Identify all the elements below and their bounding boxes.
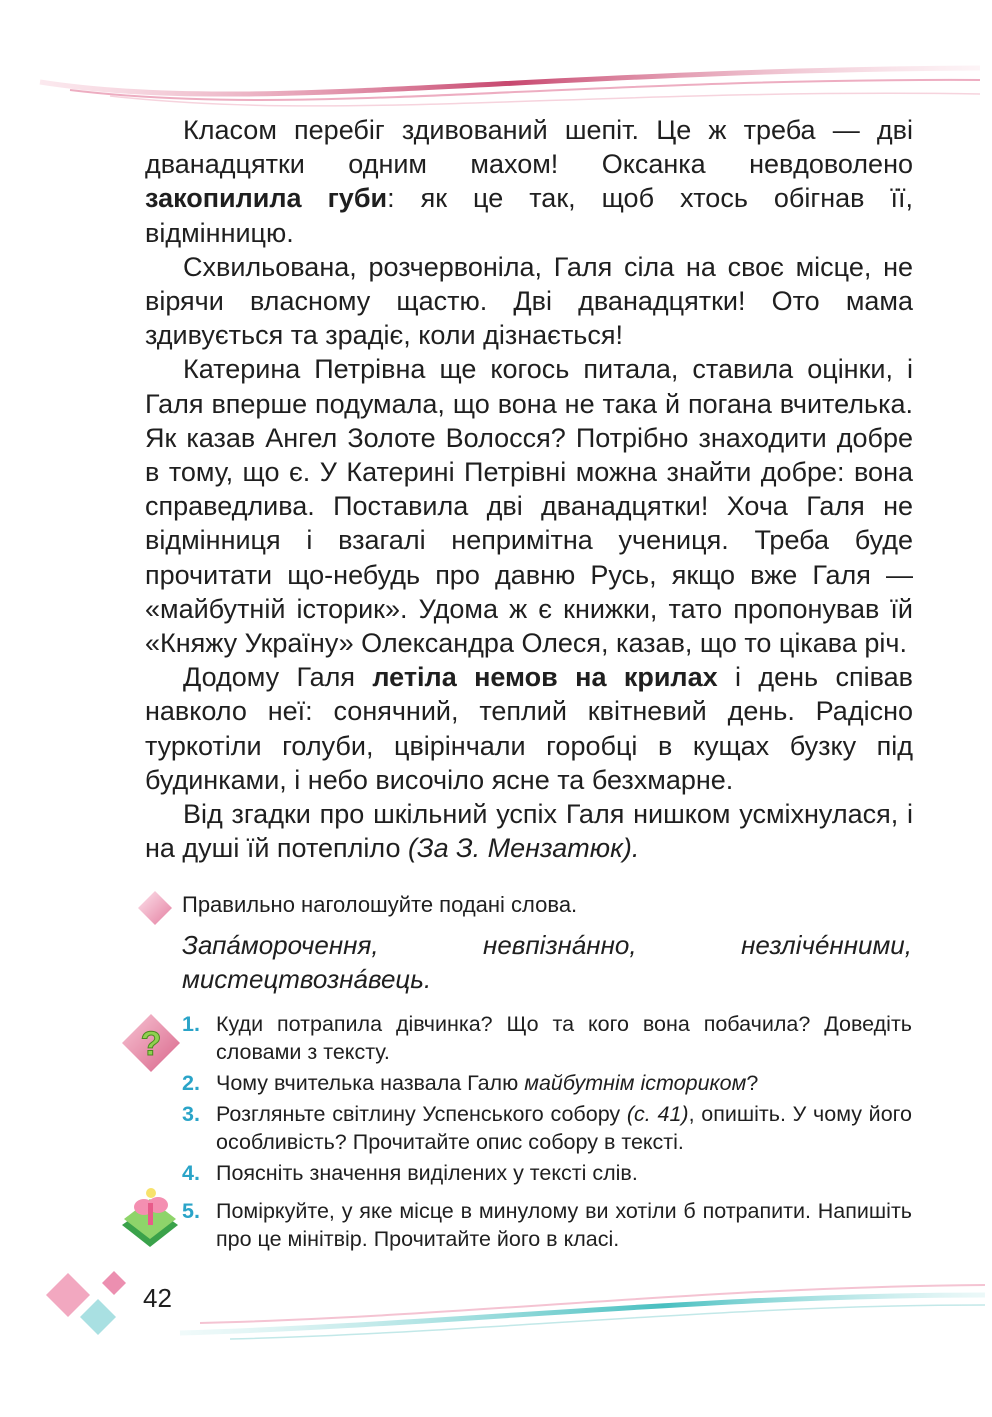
question-item <box>182 1197 912 1253</box>
question-number: 3. <box>182 1102 200 1126</box>
task-instruction: Правильно наголошуйте подані слова. <box>182 892 578 917</box>
question-item <box>182 1159 912 1187</box>
question-number: 4. <box>182 1161 200 1185</box>
source-citation: (За З. Мензатюк). <box>408 833 640 864</box>
question-number: 2. <box>182 1071 200 1095</box>
question-number: 1. <box>182 1012 200 1036</box>
story-paragraph-1: Класом перебіг здивований шепіт. Це ж треба — дві дванадцятки одним махом! Оксанка невдоволено закопилила губи: як це так, щоб хтось обігнав її, відмінницю. <box>145 115 914 248</box>
story-paragraph-3: Катерина Петрівна ще когось питала, ставила оцінки, і Галя вперше подумала, що вона не така й погана вчителька. Як казав Ангел Золоте Волосся? Потрібно знаходити добре в тому, що є. У Катерині Петрівні можна знайти добре: вона справедлива. Поставила дві дванадцятки! Хоча Галя не відмінниця і взагалі непримітна учениця. Треба буде прочитати що-небудь про давню Русь, якщо вже Галя — «майбутній історик». Удома ж є книжки, тато пропонував їй «Княжу Україну» Олександра Олеся, казав, що то цікава річ. <box>145 354 913 659</box>
stress-task <box>182 890 912 996</box>
question-number: 5. <box>182 1199 200 1223</box>
question-text: Куди потрапила дівчинка? Що та кого вона побачила? Доведіть словами з тексту. <box>216 1012 912 1064</box>
question-text: Чому вчителька назвала Галю майбутнім істориком? <box>216 1071 759 1095</box>
page-number: 42 <box>143 1283 172 1313</box>
diamond-marker-icon <box>135 888 175 928</box>
highlighted-phrase: закопилила губи <box>145 183 388 214</box>
story-paragraph-5: Від згадки про шкільний успіх Галя нишком усміхнулася, і на душі їй потепліло (За З. Мензатюк). <box>145 799 913 864</box>
question-text: Поясніть значення виділених у тексті слів. <box>216 1161 638 1185</box>
question-item <box>182 1100 912 1156</box>
creative-task-icon <box>118 1185 182 1249</box>
highlighted-phrase: летіла немов на крилах <box>372 662 718 693</box>
question-mark-icon <box>120 1012 182 1074</box>
story-text <box>145 113 913 865</box>
story-paragraph-4: Додому Галя летіла немов на крилах і день співав навколо неї: сонячний, теплий квітневий день. Радісно туркотіли голуби, цвірінчали горобці в кущах бузку під будинками, і небо височіло ясне та безхмарне. <box>145 662 913 795</box>
svg-text:?: ? <box>140 1025 162 1063</box>
question-item <box>182 1010 912 1066</box>
question-text: Поміркуйте, у яке місце в минулому ви хотіли б потрапити. Напишіть про це мінітвір. Прочитайте його в класі. <box>216 1199 912 1251</box>
story-paragraph-2: Схвильована, розчервоніла, Галя сіла на своє місце, не вірячи власному щастю. Дві дванадцятки! Ото мама здивується та зрадіє, коли дізнається! <box>145 251 913 351</box>
question-item <box>182 1069 912 1097</box>
stress-words: Запáморочення, невпізнáнно, незлічéнними, мистецтвознáвець. <box>182 930 912 994</box>
question-text: Розгляньте світлину Успенського собору (с. 41), опишіть. У чому його особливість? Прочитайте опис собору в тексті. <box>216 1102 912 1154</box>
questions-list <box>182 1010 912 1256</box>
